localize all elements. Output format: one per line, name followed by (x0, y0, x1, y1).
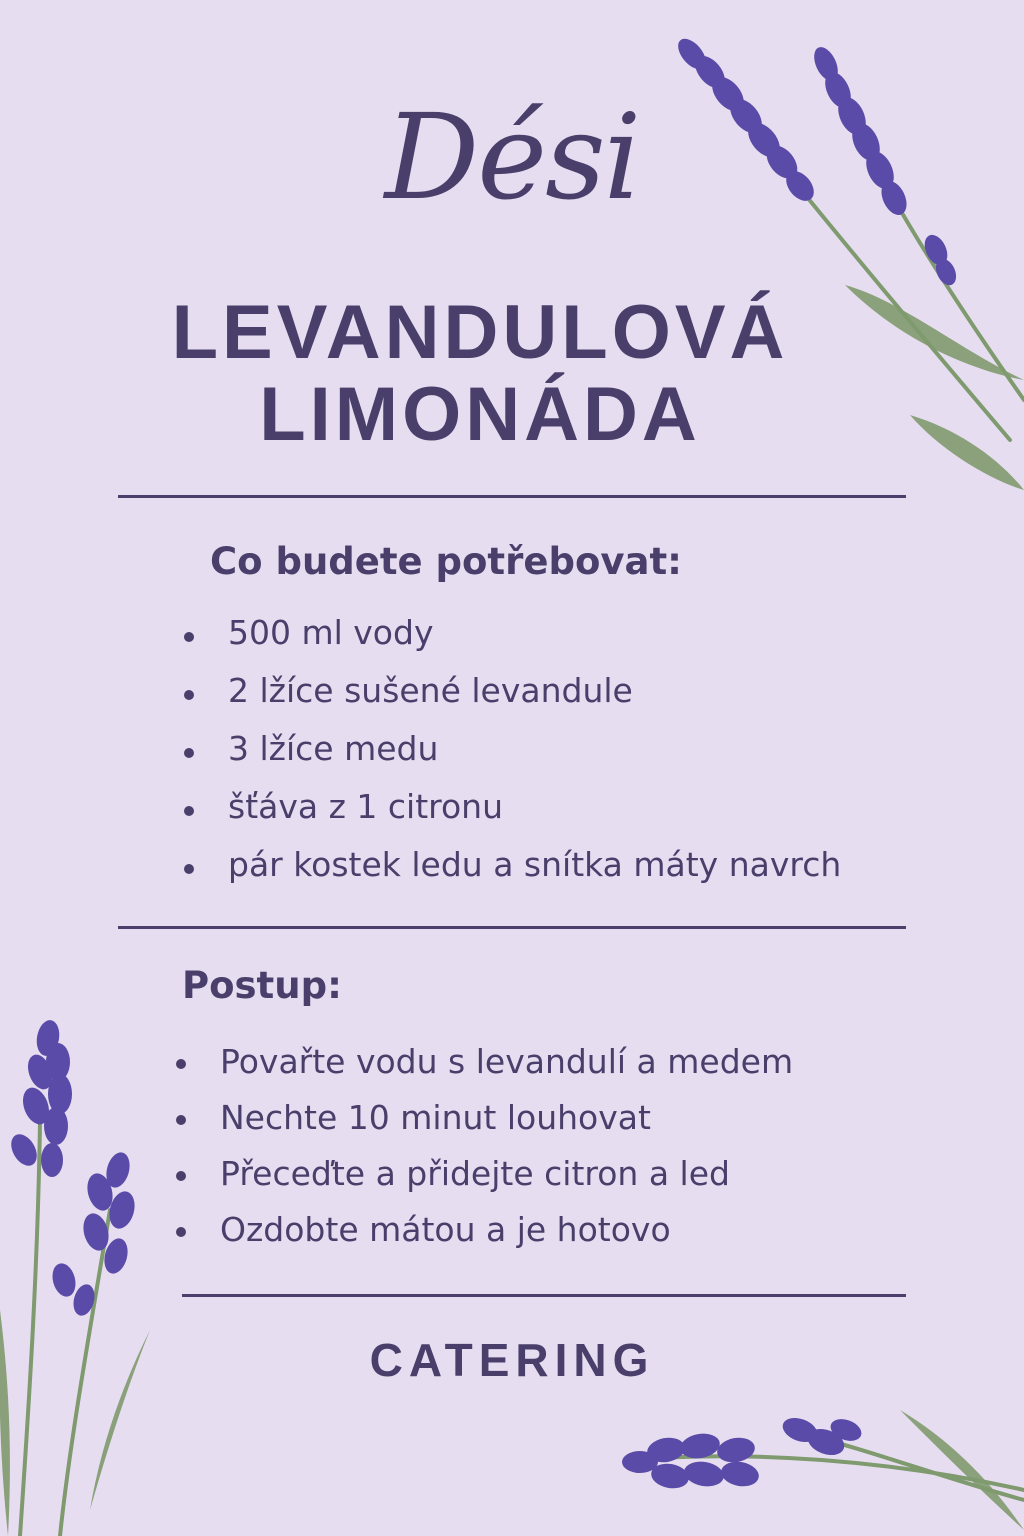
brand-logo: Dési (384, 88, 640, 226)
recipe-title (0, 292, 960, 456)
ingredient-text: 2 lžíce sušené levandule (228, 671, 633, 710)
divider (118, 495, 906, 498)
bullet-icon (184, 806, 194, 816)
step-text: Přeceďte a přidejte citron a led (220, 1154, 730, 1193)
ingredient-item (228, 666, 841, 724)
footer-label: CATERING (369, 1334, 655, 1386)
bullet-icon (176, 1227, 186, 1237)
ingredient-item (228, 724, 841, 782)
ingredient-text: 500 ml vody (228, 613, 434, 652)
lavender-sprig-icon (0, 1010, 170, 1536)
bullet-icon (176, 1059, 186, 1069)
ingredient-item (228, 840, 841, 898)
step-item (220, 1204, 793, 1260)
ingredient-item (228, 608, 841, 666)
steps-list (220, 1036, 793, 1260)
recipe-title-line-1: LEVANDULOVÁ (171, 290, 789, 375)
divider (182, 1294, 906, 1297)
bullet-icon (176, 1115, 186, 1125)
divider (118, 926, 906, 929)
ingredient-text: šťáva z 1 citronu (228, 787, 504, 826)
ingredient-text: 3 lžíce medu (228, 729, 439, 768)
steps-heading: Postup: (182, 964, 342, 1007)
ingredient-item (228, 782, 841, 840)
step-text: Povařte vodu s levandulí a medem (220, 1042, 794, 1081)
step-item (220, 1092, 793, 1148)
ingredient-text: pár kostek ledu a snítka máty navrch (228, 845, 842, 884)
bullet-icon (184, 748, 194, 758)
lavender-sprig-icon (610, 1390, 1024, 1536)
recipe-title-line-2: LIMONÁDA (259, 372, 701, 457)
bullet-icon (184, 632, 194, 642)
bullet-icon (176, 1171, 186, 1181)
bullet-icon (184, 864, 194, 874)
step-text: Nechte 10 minut louhovat (220, 1098, 651, 1137)
step-item (220, 1036, 793, 1092)
ingredients-list (228, 608, 841, 898)
step-text: Ozdobte mátou a je hotovo (220, 1210, 671, 1249)
ingredients-heading: Co budete potřebovat: (210, 540, 682, 583)
step-item (220, 1148, 793, 1204)
bullet-icon (184, 690, 194, 700)
